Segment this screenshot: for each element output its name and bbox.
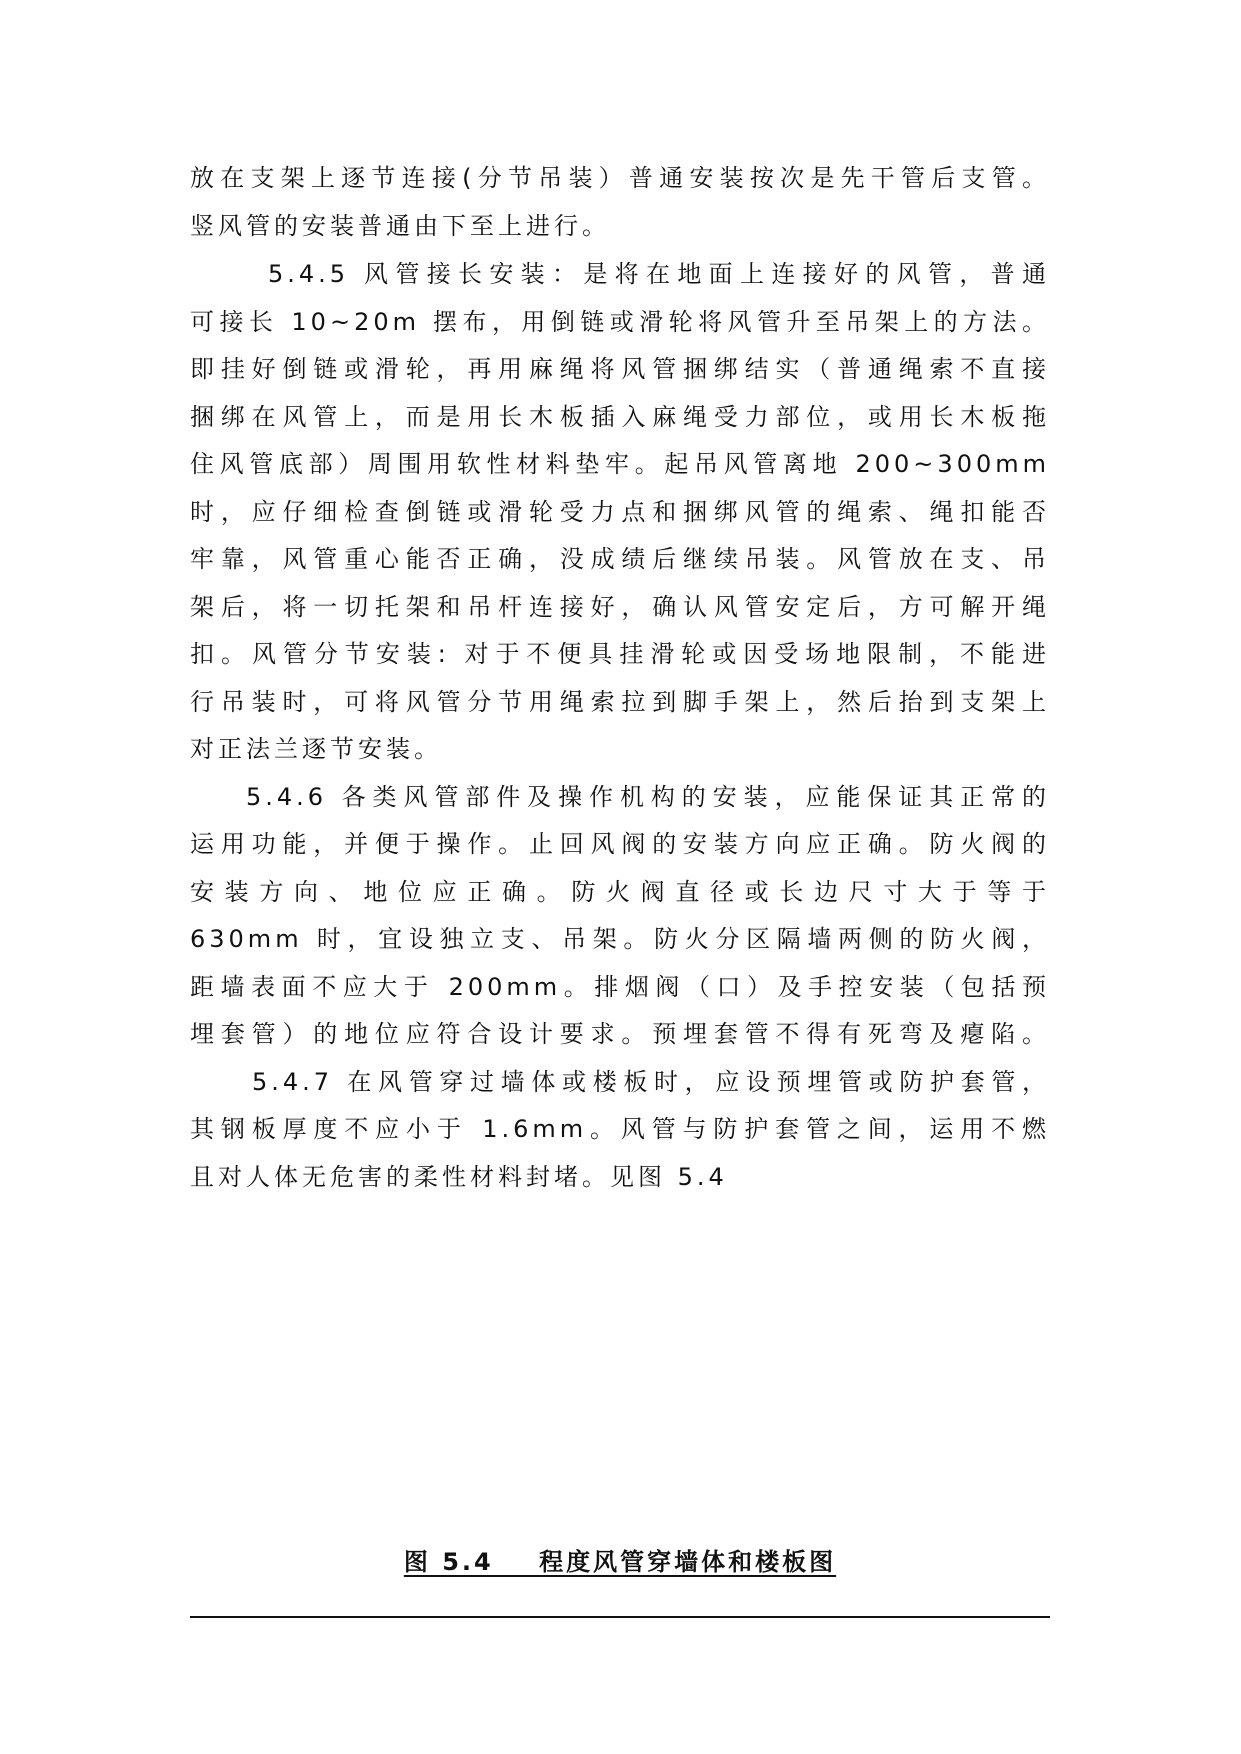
text-line: 5.4.6 各类风管部件及操作机构的安装，应能保证其正常的 <box>246 783 1050 811</box>
text-line: 运用功能，并便于操作。止回风阀的安装方向应正确。防火阀的 <box>190 830 1050 858</box>
text-line: 可接长 10~20m 摆布，用倒链或滑轮将风管升至吊架上的方法。 <box>190 308 1050 336</box>
text-line: 其钢板厚度不应小于 1.6mm。风管与防护套管之间，运用不燃 <box>190 1115 1050 1143</box>
text-line: 距墙表面不应大于 200mm。排烟阀（口）及手控安装（包括预 <box>190 973 1050 1001</box>
text-line: 架后，将一切托架和吊杆连接好，确认风管安定后，方可解开绳 <box>190 593 1050 621</box>
text-line: 时，应仔细检查倒链或滑轮受力点和捆绑风管的绳索、绳扣能否 <box>190 498 1050 526</box>
text-line: 630mm 时，宜设独立支、吊架。防火分区隔墙两侧的防火阀， <box>190 925 1050 953</box>
text-line: 对正法兰逐节安装。 <box>190 735 442 763</box>
text-line: 5.4.7 在风管穿过墙体或楼板时，应设预埋管或防护套管， <box>252 1068 1050 1096</box>
text-line: 捆绑在风管上，而是用长木板插入麻绳受力部位，或用长木板拖 <box>190 403 1050 431</box>
text-line: 且对人体无危害的柔性材料封堵。见图 5.4 <box>190 1163 728 1191</box>
text-line: 即挂好倒链或滑轮，再用麻绳将风管捆绑结实（普通绳索不直接 <box>190 355 1050 383</box>
text-line: 5.4.5 风管接长安装：是将在地面上连接好的风管，普通 <box>268 260 1050 288</box>
figure-caption-text: 图 5.4 程度风管穿墙体和楼板图 <box>403 1548 837 1576</box>
text-line: 扣。风管分节安装: 对于不便具挂滑轮或因受场地限制，不能进 <box>190 640 1050 668</box>
text-line: 竖风管的安装普通由下至上进行。 <box>190 212 610 240</box>
figure-caption <box>190 1542 1050 1576</box>
text-line: 牢靠，风管重心能否正确，没成绩后继续吊装。风管放在支、吊 <box>190 545 1050 573</box>
text-line: 放在支架上逐节连接(分节吊装）普通安装按次是先干管后支管。 <box>190 164 1050 192</box>
text-line: 安装方向、地位应正确。防火阀直径或长边尺寸大于等于 <box>190 878 1050 906</box>
text-line: 住风管底部）周围用软性材料垫牢。起吊风管离地 200~300mm <box>190 450 1050 478</box>
text-line: 埋套管）的地位应符合设计要求。预埋套管不得有死弯及瘪陷。 <box>190 1020 1050 1048</box>
text-line: 行吊装时，可将风管分节用绳索拉到脚手架上，然后抬到支架上 <box>190 688 1050 716</box>
bottom-divider <box>190 1616 1050 1618</box>
